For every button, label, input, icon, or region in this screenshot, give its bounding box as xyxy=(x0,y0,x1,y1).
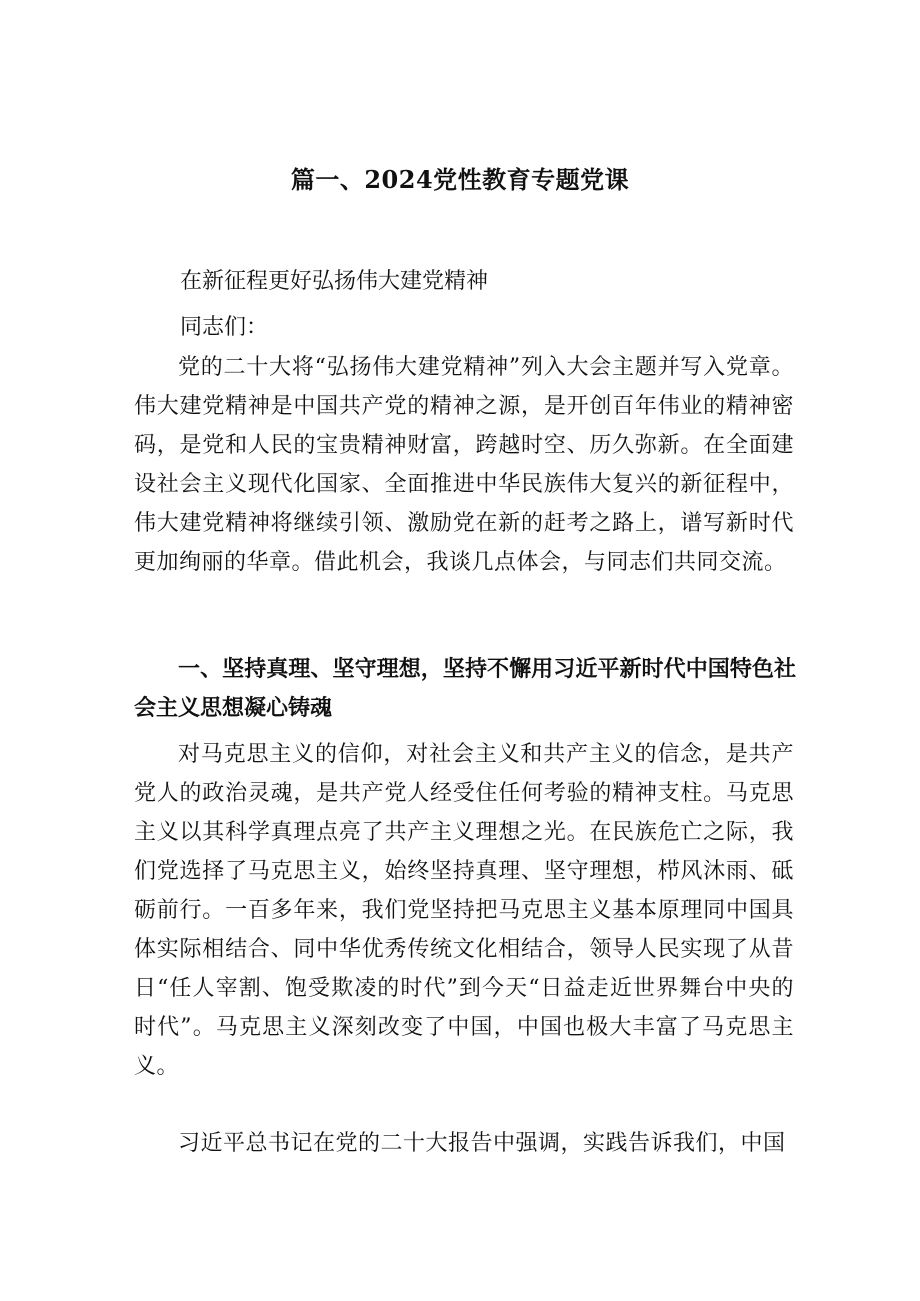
paragraph-continued: 习近平总书记在党的二十大报告中强调，实践告诉我们，中国 xyxy=(178,1131,786,1156)
section-heading-1: 一、坚持真理、坚守理想，坚持不懈用习近平新时代中国特色社会主义思想凝心铸魂 xyxy=(134,657,796,721)
paragraph-intro: 党的二十大将“弘扬伟大建党精神”列入大会主题并写入党章。伟大建党精神是中国共产党的精神之源，是开创百年伟业的精神密码，是党和人民的宝贵精神财富，跨越时空、历久弥新。在全面建设社会主义现代化国家、全面推进中华民族伟大复兴的新征程中，伟大建党精神将继续引领、激励党在新的赶考之路上，谱写新时代更加绚丽的华章。借此机会，我谈几点体会，与同志们共同交流。 xyxy=(134,355,794,575)
document-title: 篇一、2024党性教育专题党课 xyxy=(290,165,630,194)
speech-subtitle: 在新征程更好弘扬伟大建党精神 xyxy=(180,269,489,294)
greeting-line: 同志们： xyxy=(180,315,269,340)
paragraph-section-1: 对马克思主义的信仰，对社会主义和共产主义的信念，是共产党人的政治灵魂，是共产党人经受住任何考验的精神支柱。马克思主义以其科学真理点亮了共产主义理想之光。在民族危亡之际，我们党选择了马克思主义，始终坚持真理、坚守理想，栉风沐雨、砥砺前行。一百多年来，我们党坚持把马克思主义基本原理同中国具体实际相结合、同中华优秀传统文化相结合，领导人民实现了从昔日“任人宰割、饱受欺凌的时代”到今天“日益走近世界舞台中央的时代”。马克思主义深刻改变了中国，中国也极大丰富了马克思主义。 xyxy=(134,742,794,1079)
